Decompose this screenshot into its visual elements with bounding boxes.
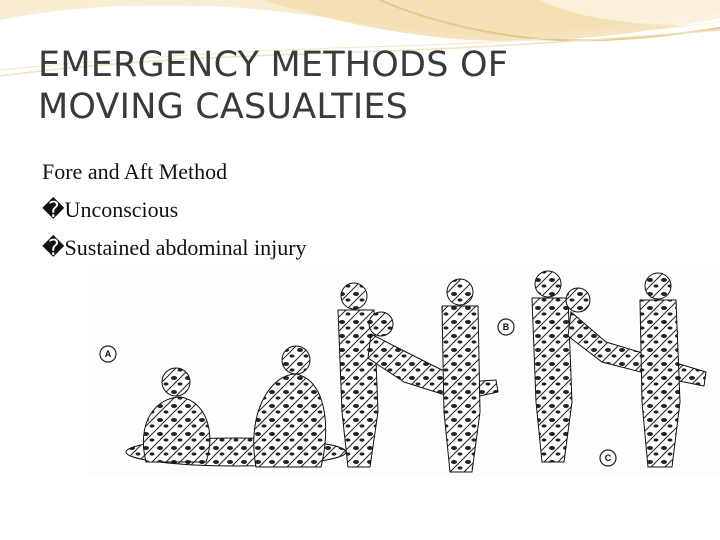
title-line-1: EMERGENCY METHODS OF: [38, 45, 509, 85]
panel-c-label: C: [604, 453, 612, 463]
panel-a-label: A: [104, 349, 112, 359]
lifter-front-body: [442, 306, 480, 472]
slide-body: [42, 156, 642, 270]
bullet-unconscious: �Unconscious: [42, 197, 179, 222]
carrier-rear-head: [535, 271, 561, 297]
bullet-abdominal-injury: �Sustained abdominal injury: [42, 235, 307, 260]
lifter-front-head: [447, 279, 473, 305]
kneeling-soldier-1-head: [162, 368, 190, 396]
carrier-front-head: [645, 273, 671, 299]
carrier-front-body: [640, 300, 680, 467]
slide-title: [38, 44, 678, 128]
fore-and-aft-carry-illustration: [86, 262, 720, 477]
title-line-2: MOVING CASUALTIES: [38, 87, 409, 127]
casualty-c-head: [566, 288, 590, 312]
body-heading: Fore and Aft Method: [42, 159, 228, 184]
kneeling-soldier-2-head: [282, 346, 310, 374]
lifter-rear-head: [341, 283, 367, 309]
panel-b-label: B: [502, 322, 510, 332]
casualty-b-head: [369, 312, 393, 336]
